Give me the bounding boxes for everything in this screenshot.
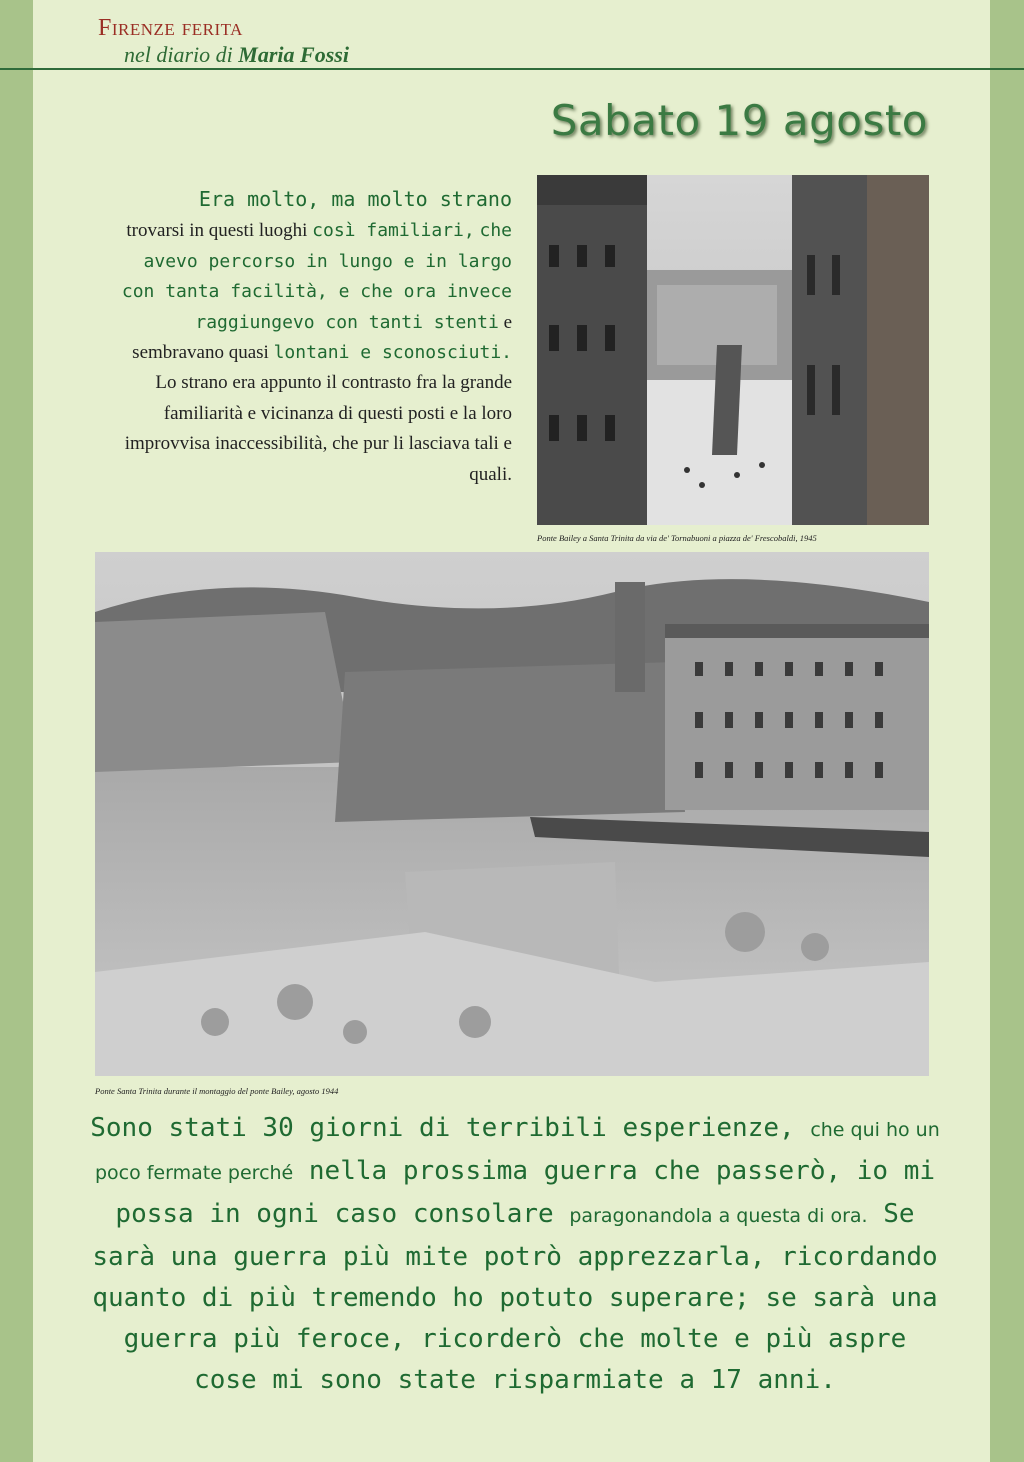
intro-text-3: Lo strano era appunto il contrasto fra la grande familiarità e vicinanza di questi posti e la loro improvvisa inaccessibilità, che pur li lasciava tali e quali. <box>124 372 512 485</box>
brand-header <box>96 16 361 66</box>
intro-text <box>110 184 512 490</box>
photo-main-caption: Ponte Santa Trinita durante il montaggio del ponte Bailey, agosto 1944 <box>95 1086 339 1096</box>
photo-bailey-bridge-street-image <box>537 175 929 525</box>
photo-top-caption: Ponte Bailey a Santa Trinita da via de' Tornabuoni a piazza de' Frescobaldi, 1945 <box>537 533 817 543</box>
closing-highlight-3: Se sarà una guerra più mite potrò apprezzarla, ricordando quanto di più tremendo ho potuto superare; se sarà una guerra più feroce, ricorderò che molte e più aspre cose mi sono state risparmiate a 17 anni. <box>92 1199 938 1395</box>
photo-santa-trinita-bridge <box>95 552 929 1076</box>
closing-highlight-2: nella prossima guerra che passerò, io mi possa in ogni caso consolare <box>115 1156 936 1229</box>
brand-subtitle <box>98 44 355 66</box>
intro-highlight-2: così familiari, <box>312 220 475 242</box>
subtitle-prefix: nel diario di <box>124 42 233 67</box>
photo-santa-trinita-bridge-image <box>95 552 929 1076</box>
header-rule <box>0 68 1024 70</box>
diary-date: Sabato 19 agosto <box>550 96 928 145</box>
closing-highlight-1: Sono stati 30 giorni di terribili esperienze, <box>90 1113 795 1143</box>
intro-highlight-1: Era molto, ma molto strano <box>198 187 512 211</box>
intro-text-1: trovarsi in questi luoghi <box>126 220 308 242</box>
closing-text-1: che qui ho un poco fermate perché <box>94 1119 940 1184</box>
brand-title: Firenze ferita <box>98 15 243 41</box>
closing-text <box>90 1108 940 1401</box>
intro-highlight-4: lontani e sconosciuti. <box>273 342 512 364</box>
closing-text-2: paragonandola a questa di ora. <box>569 1205 868 1227</box>
intro-text-2: e sembravano quasi <box>132 311 512 364</box>
subtitle-author: Maria Fossi <box>238 42 349 67</box>
photo-bailey-bridge-street <box>537 175 929 525</box>
intro-highlight-3: che avevo percorso in lungo e in largo con tanta facilità, e che ora invece raggiungevo con tanti stenti <box>121 220 512 333</box>
